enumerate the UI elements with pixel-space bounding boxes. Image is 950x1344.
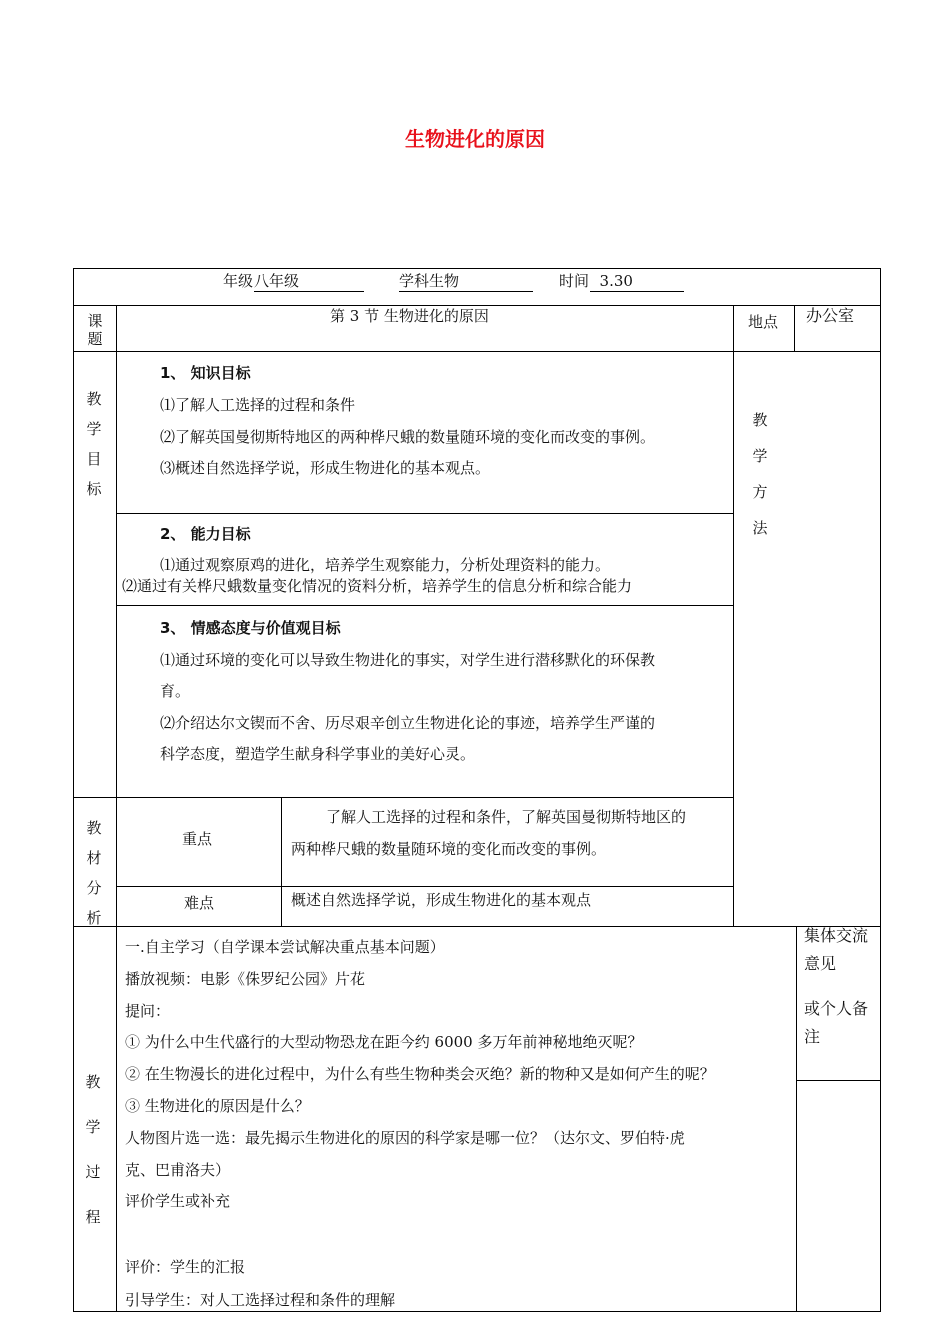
place-label: 地点 [748, 313, 779, 331]
key-point-label: 重点 [182, 830, 213, 848]
time-value: 3.30 [590, 271, 684, 292]
process-line: ① 为什么中生代盛行的大型动物恐龙在距今约 6000 多万年前神秘地绝灭呢？ [125, 1033, 643, 1051]
process-line: 一.自主学习（自学课本尝试解决重点基本问题） [125, 938, 445, 956]
key-point-line: 了解人工选择的过程和条件，了解英国曼彻斯特地区的 [326, 808, 687, 826]
process-line: 引导学生：对人工选择过程和条件的理解 [125, 1291, 396, 1309]
emotion-line: ⑴通过环境的变化可以导致生物进化的事实，对学生进行潜移默化的环保教 [160, 651, 656, 669]
analysis-label: 教 材 分 析 [86, 819, 102, 927]
grade-value: 八年级 [254, 271, 364, 292]
goals-label: 教 学 目 标 [86, 390, 102, 498]
time-label: 时间 [559, 272, 590, 290]
knowledge-item: ⑶概述自然选择学说，形成生物进化的基本观点。 [160, 459, 491, 477]
knowledge-heading: 1、 知识目标 [160, 364, 251, 382]
process-line: 克、巴甫洛夫） [125, 1161, 231, 1179]
ability-heading: 2、 能力目标 [160, 525, 251, 543]
knowledge-item: ⑵了解英国曼彻斯特地区的两种桦尺蛾的数量随环境的变化而改变的事例。 [160, 428, 656, 446]
side-note-line: 或个人备 [804, 999, 869, 1018]
place-value: 办公室 [806, 306, 855, 325]
process-line: ② 在生物漫长的进化过程中，为什么有些生物种类会灭绝？新的物种又是如何产生的呢？ [125, 1065, 715, 1083]
side-note-line: 意见 [804, 954, 837, 973]
method-label: 教 学 方 法 [752, 411, 768, 537]
process-line: 播放视频：电影《侏罗纪公园》片花 [125, 970, 366, 988]
process-line: ③ 生物进化的原因是什么？ [125, 1097, 310, 1115]
topic-label: 课 题 [87, 312, 103, 348]
process-label: 教 学 过 程 [85, 1073, 101, 1226]
difficult-point-label: 难点 [184, 894, 215, 912]
emotion-heading: 3、 情感态度与价值观目标 [160, 619, 341, 637]
emotion-line: 科学态度，塑造学生献身科学事业的美好心灵。 [160, 745, 476, 763]
emotion-line: 育。 [160, 682, 191, 700]
topic-value: 第 3 节 生物进化的原因 [330, 307, 489, 325]
process-line: 提问： [125, 1002, 171, 1020]
subject-label: 学科生物 [399, 271, 533, 292]
difficult-point-text: 概述自然选择学说，形成生物进化的基本观点 [291, 891, 592, 909]
emotion-line: ⑵介绍达尔文锲而不舍、历尽艰辛创立生物进化论的事迹，培养学生严谨的 [160, 714, 656, 732]
process-line: 人物图片选一选：最先揭示生物进化的原因的科学家是哪一位？（达尔文、罗伯特·虎 [125, 1129, 685, 1147]
document-title: 生物进化的原因 [405, 127, 545, 151]
side-note-line: 集体交流 [804, 926, 869, 945]
ability-item: ⑴通过观察原鸡的进化，培养学生观察能力，分析处理资料的能力。 [160, 556, 611, 574]
process-line: 评价：学生的汇报 [125, 1258, 246, 1276]
side-note-line: 注 [804, 1027, 821, 1046]
key-point-line: 两种桦尺蛾的数量随环境的变化而改变的事例。 [291, 840, 607, 858]
knowledge-item: ⑴了解人工选择的过程和条件 [160, 396, 356, 414]
ability-item: ⑵通过有关桦尺蛾数量变化情况的资料分析，培养学生的信息分析和综合能力 [122, 577, 633, 595]
grade-label: 年级 [223, 272, 254, 290]
process-line: 评价学生或补充 [125, 1192, 231, 1210]
